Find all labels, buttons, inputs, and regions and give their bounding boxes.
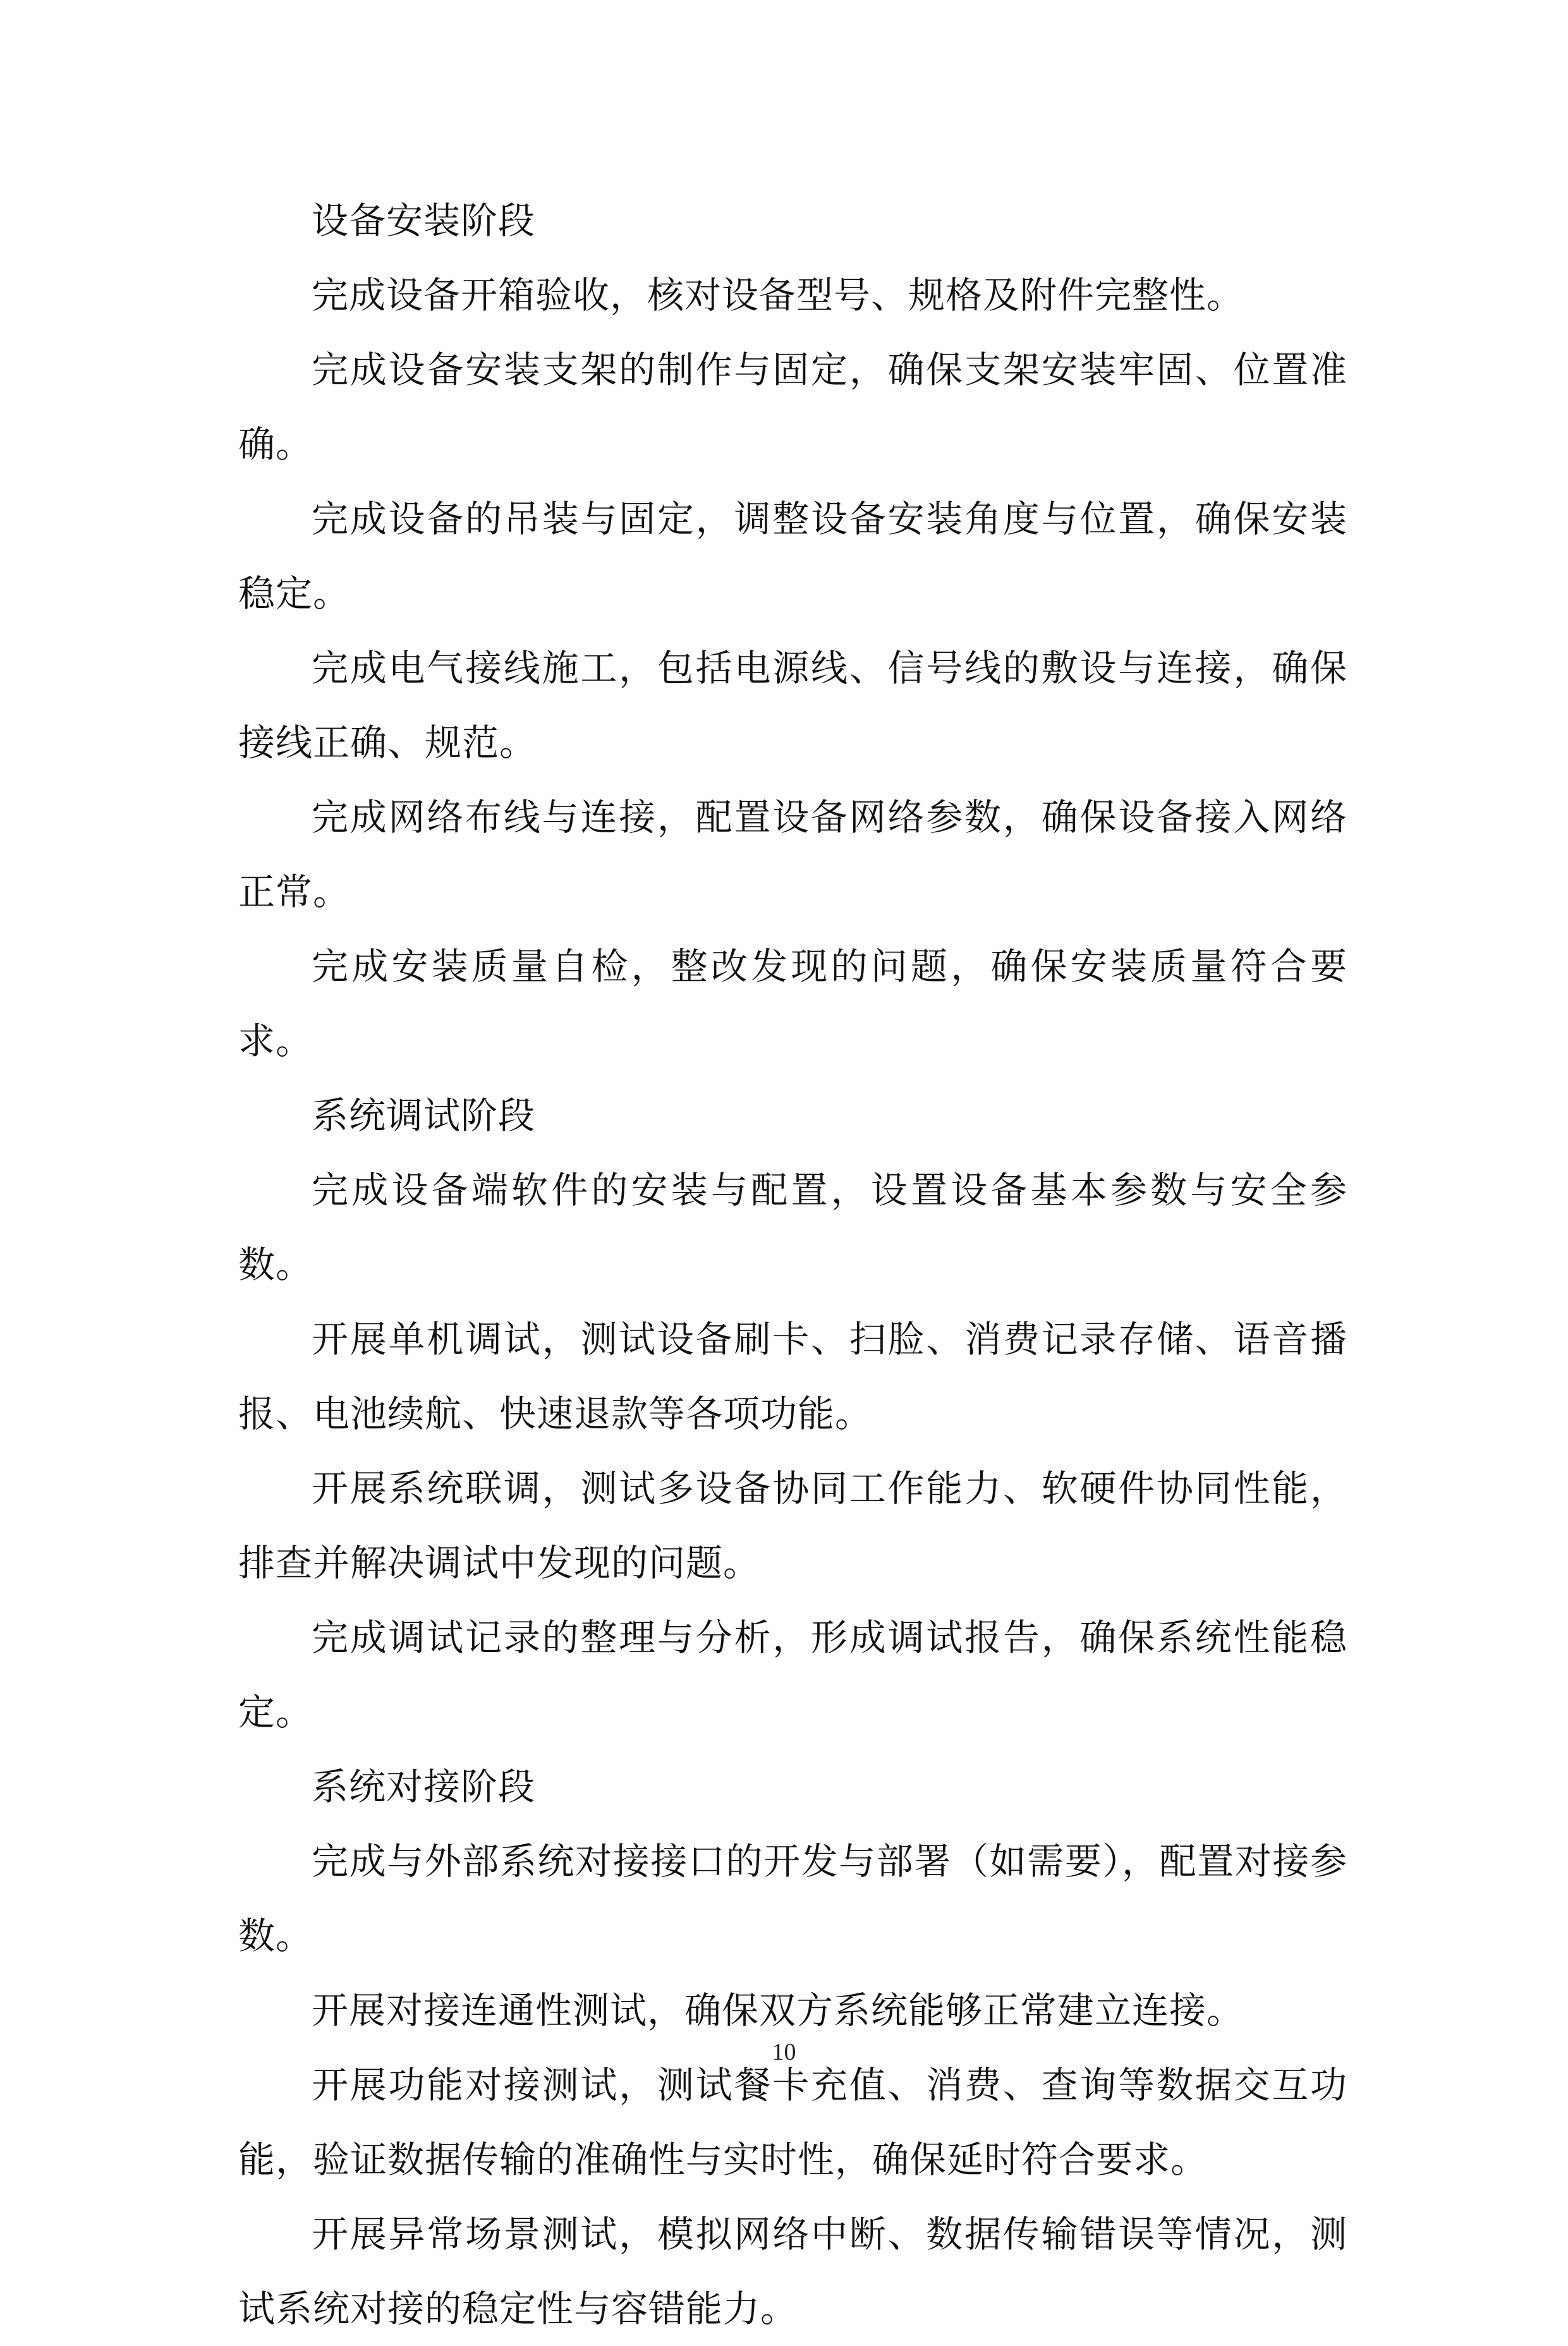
section-heading-integration: 系统对接阶段 <box>312 1765 536 1808</box>
paragraph: 完成设备安装支架的制作与固定，确保支架安装牢固、位置准确。 <box>238 348 1347 466</box>
document-body <box>238 183 1347 2346</box>
paragraph: 完成电气接线施工，包括电源线、信号线的敷设与连接，确保接线正确、规范。 <box>238 647 1347 764</box>
paragraph: 开展功能对接测试，测试餐卡充值、消费、查询等数据交互功能，验证数据传输的准确性与实时性，确保延时符合要求。 <box>238 2063 1347 2181</box>
paragraph: 完成设备开箱验收，核对设备型号、规格及附件完整性。 <box>312 274 1244 317</box>
paragraph: 完成网络布线与连接，配置设备网络参数，确保设备接入网络正常。 <box>238 796 1347 913</box>
paragraph: 开展异常场景测试，模拟网络中断、数据传输错误等情况，测试系统对接的稳定性与容错能力。 <box>238 2213 1347 2330</box>
paragraph: 完成与外部系统对接接口的开发与部署（如需要），配置对接参数。 <box>238 1840 1347 1957</box>
section-heading-installation: 设备安装阶段 <box>312 199 536 242</box>
paragraph: 开展系统联调，测试多设备协同工作能力、软硬件协同性能，排查并解决调试中发现的问题。 <box>238 1467 1347 1584</box>
paragraph: 完成设备的吊装与固定，调整设备安装角度与位置，确保安装稳定。 <box>238 497 1347 615</box>
paragraph: 开展对接连通性测试，确保双方系统能够正常建立连接。 <box>312 1989 1244 2032</box>
paragraph: 开展单机调试，测试设备刷卡、扫脸、消费记录存储、语音播报、电池续航、快速退款等各项功能。 <box>238 1318 1347 1435</box>
page-number: 10 <box>772 2039 796 2065</box>
paragraph: 完成设备端软件的安装与配置，设置设备基本参数与安全参数。 <box>238 1169 1347 1286</box>
paragraph: 完成安装质量自检，整改发现的问题，确保安装质量符合要求。 <box>238 945 1347 1062</box>
paragraph: 完成调试记录的整理与分析，形成调试报告，确保系统性能稳定。 <box>238 1616 1347 1734</box>
section-heading-debugging: 系统调试阶段 <box>312 1094 536 1137</box>
